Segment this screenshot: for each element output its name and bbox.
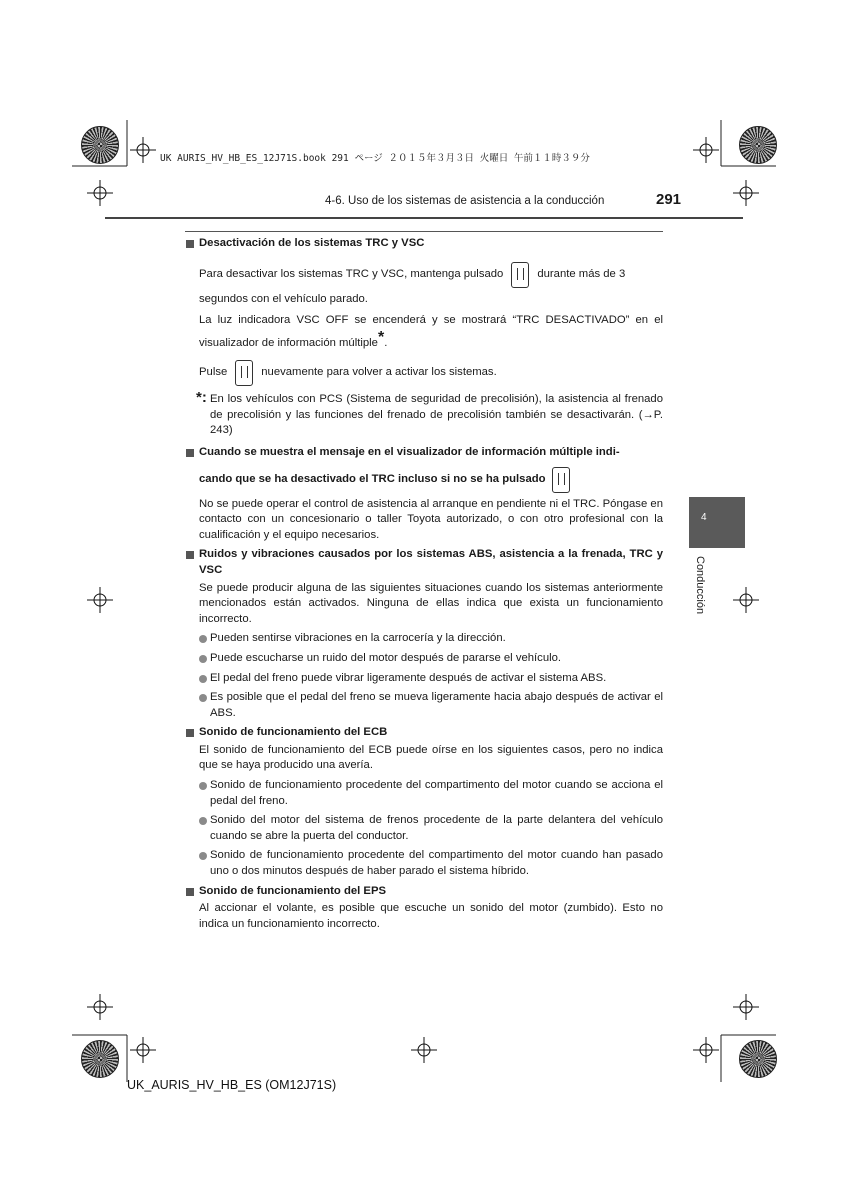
crosshair-target-icon [411,1037,437,1063]
list-item-text: Puede escucharse un ruido del motor después de pararse el vehículo. [210,651,562,664]
bullet-icon [199,782,207,790]
bullet-icon [199,852,207,860]
crosshair-target-icon [130,1037,156,1063]
page-content [185,236,663,932]
crosshair-target-icon [87,180,113,206]
crosshair-target-icon [733,180,759,206]
heading-text: Desactivación de los sistemas TRC y VSC [199,237,425,249]
list-item [185,651,663,667]
paragraph: El sonido de funcionamiento del ECB puede oírse en los siguientes casos, pero no indica que se haya producido una avería. [199,743,663,772]
page-number: 291 [656,191,682,208]
crosshair-target-icon [87,994,113,1020]
section-heading-continued [185,467,663,493]
vsc-off-switch-icon [552,467,570,493]
list-item [185,813,663,844]
crosshair-target-icon [733,994,759,1020]
paragraph: segundos con el vehículo parado. [199,292,368,305]
square-bullet-icon [186,449,194,457]
footnote-mark: *: [196,389,207,407]
section-heading [185,884,663,900]
crosshair-target-icon [87,587,113,613]
footer-code: UK_AURIS_HV_HB_ES (OM12J71S) [127,1078,337,1092]
bullet-icon [199,655,207,663]
content-top-rule [185,231,663,232]
list-item [185,631,663,647]
text: Para desactivar los sistemas TRC y VSC, mantenga pulsado [199,267,504,280]
paragraph [185,360,663,386]
list-item [185,848,663,879]
paragraph [185,262,663,288]
bullet-icon [199,635,207,643]
list-item-text: Sonido de funcionamiento procedente del compartimento del motor cuando han pasado uno o dos minutos después de haber parado el sistema híbrido. [210,849,663,878]
heading-text: Sonido de funcionamiento del EPS [199,884,387,897]
text: nuevamente para volver a activar los sistemas. [261,366,497,379]
asterisk: * [377,329,385,347]
bullet-icon [199,817,207,825]
heading-text: cando que se ha desactivado el TRC incluso si no se ha pulsado [199,472,546,485]
square-bullet-icon [186,240,194,248]
crosshair-target-icon [130,137,156,163]
list-item-text: El pedal del freno puede vibrar ligeramente después de activar el sistema ABS. [210,671,607,684]
section-heading [185,725,663,741]
text: durante más de 3 [537,267,626,280]
list-item [185,690,663,721]
paragraph [185,311,663,352]
text: . [384,337,388,350]
list-item-text: Sonido de funcionamiento procedente del compartimento del motor cuando se acciona el pedal del freno. [210,779,663,807]
print-info: UK AURIS_HV_HB_ES_12J71S.book 291 ページ ２０１５年３月３日 火曜日 午前１１時３９分 [160,153,590,164]
heading-text: Cuando se muestra el mensaje en el visualizador de información múltiple indi- [199,445,620,458]
paragraph: Se puede producir alguna de las siguientes situaciones cuando los sistemas anteriormente mencionados están activados. Ninguna de ellas indica que exista un funcionamiento incorrecto. [199,581,663,625]
square-bullet-icon [186,551,194,559]
list-item-text: Pueden sentirse vibraciones en la carrocería y la dirección. [210,632,506,645]
bullet-icon [199,675,207,683]
section-heading [185,445,663,461]
heading-text: Ruidos y vibraciones causados por los sistemas ABS, asistencia a la frenada, TRC y VSC [199,548,663,576]
list-item-text: Es posible que el pedal del freno se mueva ligeramente hacia abajo después de activar el ABS. [210,691,663,719]
square-bullet-icon [186,729,194,737]
crosshair-target-icon [693,137,719,163]
paragraph: No se puede operar el control de asistencia al arranque en pendiente ni el TRC. Póngase en contacto con un concesionario o taller Toyota autorizado, o con otro profesional con la cualificación y el equipo necesarios. [199,497,663,541]
header-rule [105,217,743,219]
section-heading [185,236,663,252]
crosshair-target-icon [733,587,759,613]
square-bullet-icon [186,888,194,896]
crosshair-target-icon [693,1037,719,1063]
footnote [185,389,663,439]
vsc-off-switch-icon [235,360,253,386]
list-item-text: Sonido del motor del sistema de frenos procedente de la parte delantera del vehículo cuando se abre la puerta del conductor. [210,814,663,842]
text: Pulse [199,366,228,379]
text: La luz indicadora VSC OFF se encenderá y se mostrará “TRC DESACTIVADO” en el visualizador de información múltiple [199,314,663,350]
list-item [185,778,663,809]
chapter-number: 4 [701,512,707,523]
bullet-icon [199,694,207,702]
chapter-tab [689,497,745,548]
paragraph: Al accionar el volante, es posible que escuche un sonido del motor (zumbido). Esto no indica un funcionamiento incorrecto. [199,902,663,930]
footnote-text: En los vehículos con PCS (Sistema de seguridad de precolisión), la asistencia al frenado de precolisión y las funciones del frenado de precolisión también se desactivarán. (→P. 243) [210,393,663,437]
section-title: 4-6. Uso de los sistemas de asistencia a la conducción [325,195,605,207]
heading-text: Sonido de funcionamiento del ECB [199,726,388,739]
section-heading [185,547,663,578]
vsc-off-switch-icon [511,262,529,288]
list-item [185,671,663,687]
chapter-label: Conducción [694,556,706,615]
